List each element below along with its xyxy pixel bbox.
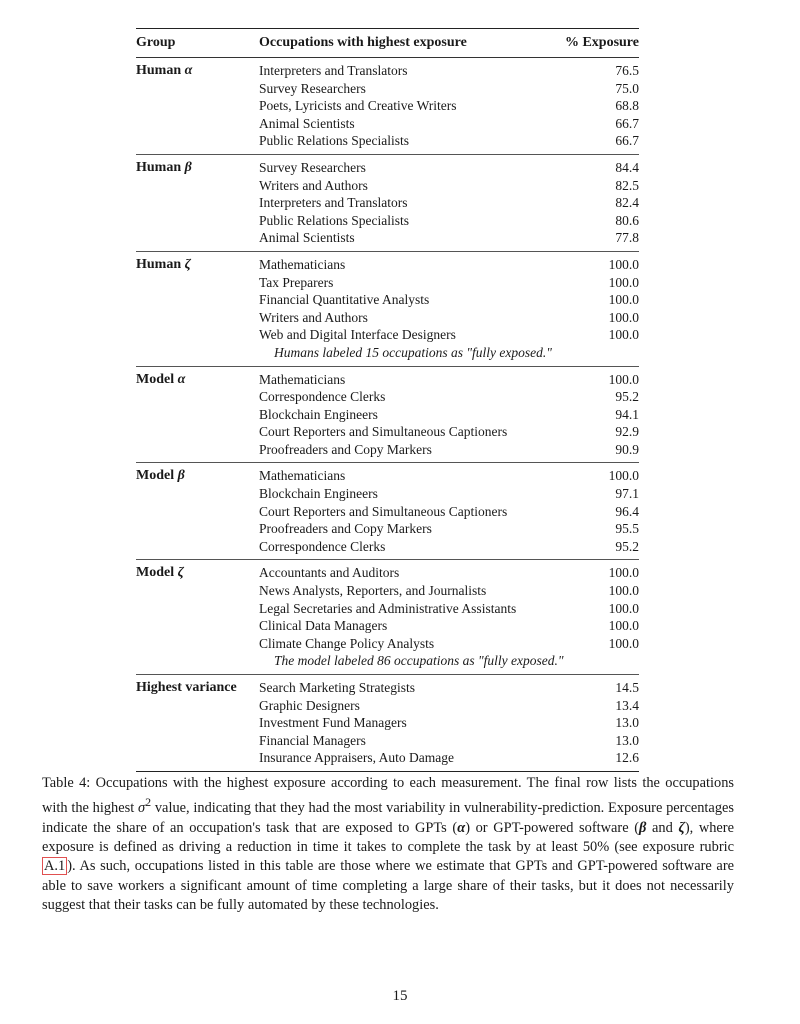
occupation-cell: Correspondence Clerks xyxy=(259,389,386,405)
table-group xyxy=(136,155,639,252)
occupation-cell: Mathematicians xyxy=(259,256,346,272)
caption-text-2: value, indicating that they had the most variability in vulnerability-prediction. Exposure percentages indicate the share of an occupation's task that are exposed to GPTs ( xyxy=(42,800,734,836)
header-exposure: % Exposure xyxy=(564,35,639,50)
table-row xyxy=(259,441,639,459)
table-row xyxy=(259,582,639,600)
group-name: Human xyxy=(136,63,182,78)
page-number: 15 xyxy=(392,988,408,1004)
exposure-cell: 100.0 xyxy=(608,327,639,343)
group-rows xyxy=(259,467,639,555)
table-row xyxy=(259,714,639,732)
group-label xyxy=(136,467,259,555)
exposure-cell: 100.0 xyxy=(608,600,639,616)
occupation-cell: Investment Fund Managers xyxy=(259,715,407,731)
group-symbol: α xyxy=(184,63,193,78)
exposure-cell: 66.7 xyxy=(615,133,639,149)
group-name: Model xyxy=(136,468,175,484)
occupation-cell: Accountants and Auditors xyxy=(259,565,400,581)
table-row xyxy=(259,635,639,653)
occupation-cell: Correspondence Clerks xyxy=(259,538,386,554)
exposure-cell: 100.0 xyxy=(608,468,639,484)
exposure-cell: 95.2 xyxy=(615,389,639,405)
exposure-cell: 77.8 xyxy=(615,230,639,246)
table-row xyxy=(259,256,639,274)
exposure-cell: 97.1 xyxy=(615,486,639,502)
group-note: The model labeled 86 occupations as "fully exposed." xyxy=(274,653,564,669)
table-row xyxy=(259,194,639,212)
occupation-cell: Search Marketing Strategists xyxy=(259,680,415,695)
group-label xyxy=(136,564,259,670)
caption-text-5: ). As such, occupations listed in this table are those where we estimate that GPTs and GPT-powered software are able to save workers a significant amount of time completing a large share of their tasks, but it does not necessarily suggest that their tasks can be fully automated by these technologies. xyxy=(42,858,734,914)
exposure-cell: 12.6 xyxy=(615,750,639,766)
exposure-cell: 95.5 xyxy=(615,521,639,537)
table-header xyxy=(136,29,639,57)
table-row xyxy=(259,503,639,521)
table-row xyxy=(259,159,639,177)
group-symbol: α xyxy=(177,371,186,387)
table-group xyxy=(136,463,639,560)
occupation-cell: Interpreters and Translators xyxy=(259,195,408,211)
occupation-cell: Web and Digital Interface Designers xyxy=(259,327,456,343)
occupation-cell: Animal Scientists xyxy=(259,230,355,246)
table-row xyxy=(259,423,639,441)
occupation-cell: Survey Researchers xyxy=(259,80,366,96)
table-group xyxy=(136,58,639,155)
exposure-cell: 68.8 xyxy=(615,98,639,114)
exposure-cell: 13.4 xyxy=(615,697,639,713)
table-row xyxy=(259,97,639,115)
occupation-cell: Writers and Authors xyxy=(259,177,368,193)
occupation-cell: Mathematicians xyxy=(259,371,346,387)
table-row xyxy=(259,520,639,538)
table-row xyxy=(259,115,639,133)
occupation-cell: Blockchain Engineers xyxy=(259,406,378,422)
group-note: Humans labeled 15 occupations as "fully exposed." xyxy=(274,344,552,360)
exposure-cell: 84.4 xyxy=(615,159,639,175)
table-row xyxy=(259,564,639,582)
table-row xyxy=(259,371,639,389)
exposure-cell: 14.5 xyxy=(615,680,639,695)
exposure-cell: 66.7 xyxy=(615,115,639,131)
caption-text-1: Table 4: Occupations with the highest exposure according to each measurement. The final row lists the occupations with the highest xyxy=(42,775,734,817)
table-row xyxy=(259,617,639,635)
occupation-cell: Graphic Designers xyxy=(259,697,360,713)
exposure-cell: 100.0 xyxy=(608,292,639,308)
exposure-cell: 13.0 xyxy=(615,715,639,731)
occupation-cell: Mathematicians xyxy=(259,468,346,484)
table-row xyxy=(259,274,639,292)
occupation-cell: Proofreaders and Copy Markers xyxy=(259,441,432,457)
table-row xyxy=(259,406,639,424)
table-row xyxy=(259,388,639,406)
exposure-cell: 94.1 xyxy=(615,406,639,422)
caption-beta: β xyxy=(639,819,647,836)
table-row xyxy=(259,229,639,247)
table-row xyxy=(259,62,639,80)
occupation-cell: Court Reporters and Simultaneous Captioners xyxy=(259,503,508,519)
group-rows xyxy=(259,679,639,767)
exposure-cell: 100.0 xyxy=(608,565,639,581)
occupation-cell: Clinical Data Managers xyxy=(259,618,388,634)
table-row xyxy=(259,467,639,485)
occupation-cell: Legal Secretaries and Administrative Assistants xyxy=(259,600,517,616)
occupation-cell: Blockchain Engineers xyxy=(259,486,378,502)
occupation-cell: Court Reporters and Simultaneous Captioners xyxy=(259,424,508,440)
rubric-reference-link[interactable]: A.1 xyxy=(44,858,66,875)
caption-sup: 2 xyxy=(145,795,152,810)
table-row xyxy=(259,326,639,344)
exposure-cell: 80.6 xyxy=(615,212,639,228)
group-label xyxy=(136,159,259,247)
header-occupations: Occupations with highest exposure xyxy=(259,35,467,50)
exposure-cell: 82.4 xyxy=(615,195,639,211)
group-name: Highest variance xyxy=(136,680,237,695)
table-row xyxy=(259,212,639,230)
exposure-table xyxy=(136,28,639,772)
group-rows xyxy=(259,371,639,459)
exposure-cell: 100.0 xyxy=(608,618,639,634)
group-label xyxy=(136,679,259,767)
group-symbol: ζ xyxy=(184,256,191,272)
occupation-cell: Public Relations Specialists xyxy=(259,212,409,228)
table-row xyxy=(259,291,639,309)
group-symbol: β xyxy=(177,468,185,484)
exposure-cell: 100.0 xyxy=(608,309,639,325)
caption-sigma: σ xyxy=(138,800,146,817)
occupation-cell: News Analysts, Reporters, and Journalists xyxy=(259,583,487,599)
exposure-cell: 92.9 xyxy=(615,424,639,440)
occupation-cell: Financial Managers xyxy=(259,732,366,748)
group-label xyxy=(136,62,259,150)
occupation-cell: Financial Quantitative Analysts xyxy=(259,292,430,308)
table-row xyxy=(259,177,639,195)
table-caption xyxy=(42,774,734,916)
table-bottom-rule xyxy=(136,771,639,772)
caption-text-3: ) or GPT-powered software ( xyxy=(465,819,640,836)
occupation-cell: Survey Researchers xyxy=(259,159,366,175)
exposure-cell: 100.0 xyxy=(608,274,639,290)
group-rows xyxy=(259,564,639,670)
exposure-cell: 100.0 xyxy=(608,583,639,599)
occupation-cell: Animal Scientists xyxy=(259,115,355,131)
exposure-cell: 76.5 xyxy=(615,63,639,78)
group-label xyxy=(136,371,259,459)
table-group xyxy=(136,675,639,771)
group-symbol: ζ xyxy=(177,565,184,581)
table-group xyxy=(136,252,639,367)
table-row xyxy=(259,80,639,98)
caption-text-4: ), where exposure is defined as driving a reduction in time it takes to complete the task by at least 50% (see exposure rubric xyxy=(42,819,734,856)
occupation-cell: Poets, Lyricists and Creative Writers xyxy=(259,98,457,114)
table-row xyxy=(259,749,639,767)
group-rows xyxy=(259,62,639,150)
exposure-cell: 100.0 xyxy=(608,256,639,272)
table-row xyxy=(259,132,639,150)
exposure-cell: 100.0 xyxy=(608,371,639,387)
group-name: Human xyxy=(136,159,182,175)
exposure-cell: 75.0 xyxy=(615,80,639,96)
table-group xyxy=(136,560,639,675)
table-row xyxy=(259,697,639,715)
exposure-cell: 100.0 xyxy=(608,635,639,651)
occupation-cell: Interpreters and Translators xyxy=(259,63,408,78)
occupation-cell: Writers and Authors xyxy=(259,309,368,325)
exposure-cell: 90.9 xyxy=(615,441,639,457)
group-name: Model xyxy=(136,565,175,581)
group-name: Model xyxy=(136,371,175,387)
table-group xyxy=(136,367,639,464)
header-group: Group xyxy=(136,35,176,50)
caption-and: and xyxy=(646,819,679,836)
table-row xyxy=(259,538,639,556)
caption-alpha: α xyxy=(457,819,466,836)
table-row xyxy=(259,600,639,618)
caption-zeta: ζ xyxy=(678,819,685,836)
exposure-cell: 13.0 xyxy=(615,732,639,748)
table-body xyxy=(136,58,639,771)
exposure-cell: 82.5 xyxy=(615,177,639,193)
group-label xyxy=(136,256,259,362)
occupation-cell: Proofreaders and Copy Markers xyxy=(259,521,432,537)
group-rows xyxy=(259,159,639,247)
table-row xyxy=(259,732,639,750)
exposure-cell: 96.4 xyxy=(615,503,639,519)
occupation-cell: Insurance Appraisers, Auto Damage xyxy=(259,750,454,766)
occupation-cell: Tax Preparers xyxy=(259,274,334,290)
table-row xyxy=(259,309,639,327)
occupation-cell: Public Relations Specialists xyxy=(259,133,409,149)
group-rows xyxy=(259,256,639,362)
table-row xyxy=(259,485,639,503)
group-name: Human xyxy=(136,256,182,272)
table-row xyxy=(259,679,639,697)
exposure-cell: 95.2 xyxy=(615,538,639,554)
group-symbol: β xyxy=(184,159,192,175)
occupation-cell: Climate Change Policy Analysts xyxy=(259,635,435,651)
